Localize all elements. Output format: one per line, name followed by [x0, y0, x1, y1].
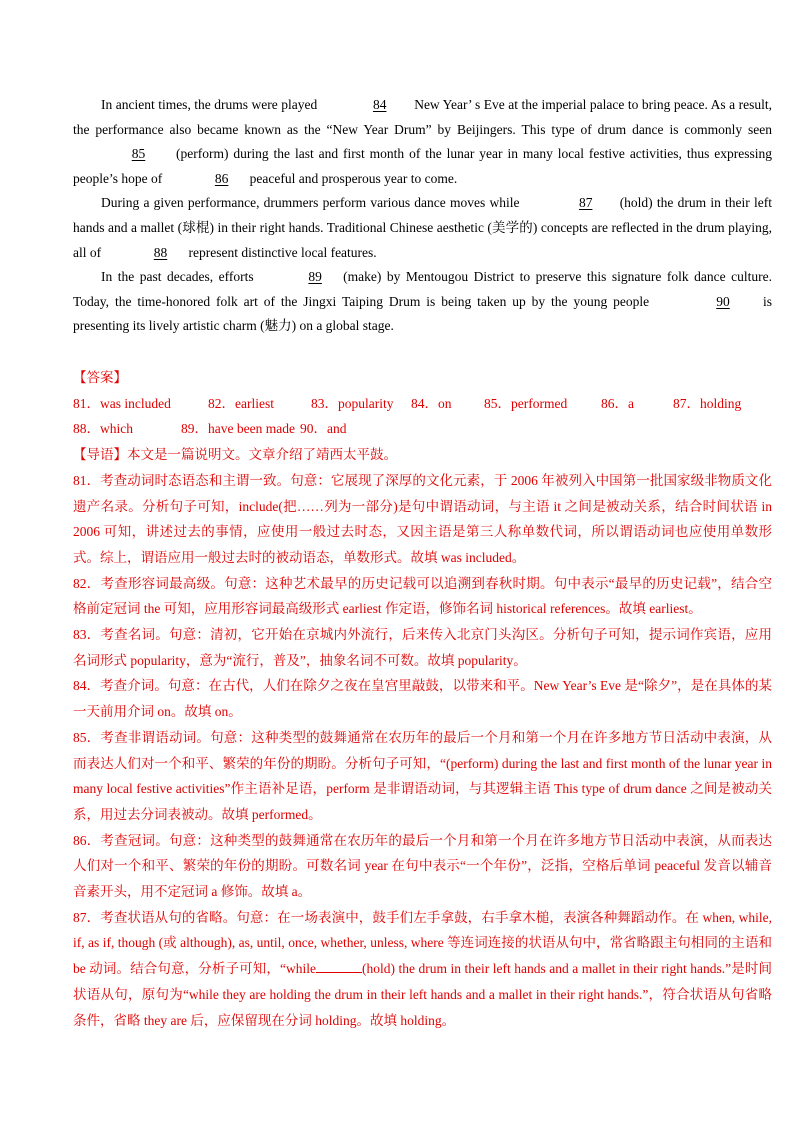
answer-row-2 [73, 416, 772, 442]
guide-text: 【导语】本文是一篇说明文。文章介绍了靖西太平鼓。 [73, 447, 397, 463]
answer-item: 84．on [411, 395, 452, 411]
explanation-85: 85．考查非谓语动词。句意：这种类型的鼓舞通常在农历年的最后一个月和第一个月在许多地方节日活动中表演，从而表达人们对一个和平、繁荣的年份的期盼。分析句子可知，“(perform) during the last and first month of the lunar year in many local festive activities”作主语补足语，perform 是非谓语动词，与其逻辑主语 This type of drum dance 之间是被动关系，用过去分词表被动。故填 performed。 [73, 729, 772, 822]
blank-84: 84 [372, 97, 387, 112]
explanation-82: 82．考查形容词最高级。句意：这种艺术最早的历史记载可以追溯到春秋时期。句中表示“最早的历史记载”，结合空格前定冠词 the 可知，应用形容词最高级形式 earliest 作定语，修饰名词 historical references。故填 earliest。 [73, 575, 772, 617]
answer-item: 82．earliest [208, 395, 274, 411]
answer-item: 85．performed [484, 395, 568, 411]
explanation-blank [316, 960, 362, 973]
blank-90: 90 [716, 293, 730, 309]
explanation-87: 87．考查状语从句的省略。句意：在一场表演中，鼓手们左手拿鼓，右手拿木槌，表演各种舞蹈动作。在 when, while, if, as if, though (或 although), as, until, once, whether, unless, where 等连词连接的状语从句中，常省略跟主句相同的主语和 be 动词。结合句意，分析子可知，“while (hold) the drum in their left hands and a mallet in their right hands.”是时间状语从句，原句为“while they are holding the drum in their left hands and a mallet in their right hands.”，符合状语从句省略条件，省略 they are 后，应保留现在分词 holding。故填 holding。 [73, 909, 772, 1028]
blank-87: 87 [578, 195, 593, 211]
answer-item: 81．was included [73, 395, 171, 411]
cloze-passage [73, 93, 772, 339]
explanation-81: 81．考查动词时态语态和主谓一致。句意：它展现了深厚的文化元素，于 2006 年被列入中国第一批国家级非物质文化遗产名录。分析句子可知，include(把……列为一部分)是句中谓语动词，与主语 it 之间是被动关系，结合时间状语 in 2006 可知，讲述过去的事情，应使用一般过去时态，又因主语是第三人称单数代词，所以谓语动词也应使用单数形式。综上，谓语应用一般过去时的被动语态，单数形式。故填 was included。 [73, 472, 772, 565]
explanation-86: 86．考查冠词。句意：这种类型的鼓舞通常在农历年的最后一个月和第一个月在许多地方节日活动中表演，从而表达人们对一个和平、繁荣的年份的期盼。可数名词 year 在句中表示“一个年份”，泛指，空格后单词 peaceful 发音以辅音音素开头，用不定冠词 a 修饰。故填 a。 [73, 832, 772, 900]
blank-89: 89 [308, 269, 322, 285]
answer-heading: 【答案】 [73, 370, 127, 385]
answer-item: 87．holding [673, 395, 742, 411]
blank-88: 88 [153, 244, 168, 260]
passage-paragraph-1: In ancient times, the drums were played 84 New Year’ s Eve at the imperial palace to bring peace. As a result, the performance also became known as the “New Year Drum” by Beijingers. This type of drum dance is commonly seen 85 (perform) during the last and first month of the lunar year in many local festive activities, thus expressing people’s hope of 86 peaceful and prosperous year to come. [73, 93, 772, 191]
explanation-83: 83．考查名词。句意：清初，它开始在京城内外流行，后来传入北京门头沟区。分析句子可知，提示词作宾语，应用名词形式 popularity，意为“流行，普及”，抽象名词不可数。故填 popularity。 [73, 627, 772, 668]
passage-paragraph-2: During a given performance, drummers perform various dance moves while 87 (hold) the drum in their left hands and a mallet (球棍) in their right hands. Traditional Chinese aesthetic (美学的) concepts are reflected in the drum playing, all of 88 represent distinctive local features. [73, 191, 772, 265]
blank-85: 85 [131, 146, 146, 162]
answer-item: 86．a [601, 395, 634, 411]
answer-item: 83．popularity [311, 395, 394, 411]
blank-86: 86 [214, 170, 229, 186]
answer-section [73, 365, 772, 1033]
answer-item: 89．have been made [181, 421, 295, 437]
answer-row-1 [73, 391, 772, 417]
explanation-84: 84．考查介词。句意：在古代，人们在除夕之夜在皇宫里敲鼓，以带来和平。New Year’s Eve 是“除夕”，是在具体的某一天前用介词 on。故填 on。 [73, 678, 772, 720]
passage-paragraph-3: In the past decades, efforts 89 (make) by Mentougou District to preserve this signature folk dance culture. Today, the time-honored folk art of the Jingxi Taiping Drum is being taken up by the young people 90 is presenting its lively artistic charm (魅力) on a global stage. [73, 265, 772, 339]
answer-item: 88．which [73, 421, 133, 437]
answer-item: 90．and [300, 421, 347, 437]
